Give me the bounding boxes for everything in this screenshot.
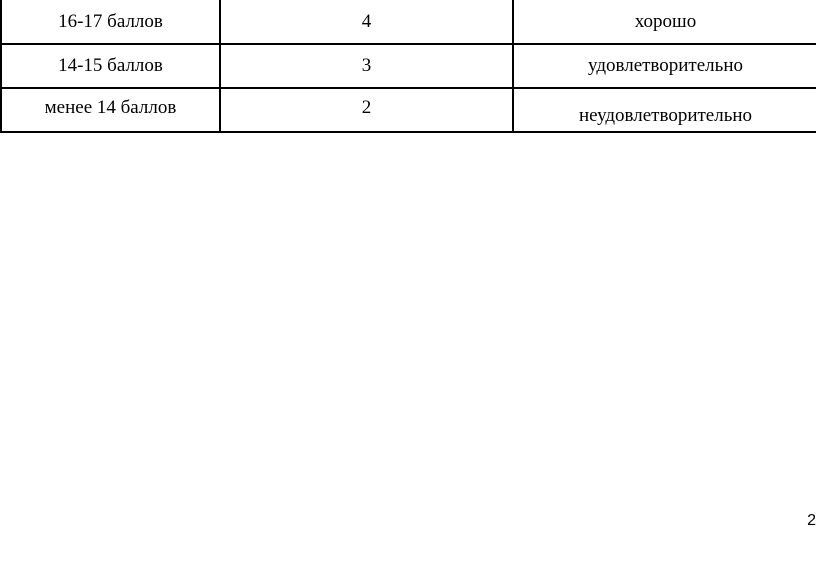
verdict-cell: неудовлетворительно <box>513 88 816 132</box>
mark-cell: 3 <box>220 44 513 88</box>
score-range-cell: 16-17 баллов <box>1 0 220 44</box>
table-row <box>1 88 816 132</box>
mark-cell: 4 <box>220 0 513 44</box>
table-row <box>1 0 816 44</box>
score-range-cell: менее 14 баллов <box>1 88 220 132</box>
verdict-cell: хорошо <box>513 0 816 44</box>
score-range-cell: 14-15 баллов <box>1 44 220 88</box>
grading-table <box>0 0 816 133</box>
mark-cell: 2 <box>220 88 513 132</box>
table-row <box>1 44 816 88</box>
page-number: 2 <box>807 512 816 529</box>
verdict-cell: удовлетворительно <box>513 44 816 88</box>
